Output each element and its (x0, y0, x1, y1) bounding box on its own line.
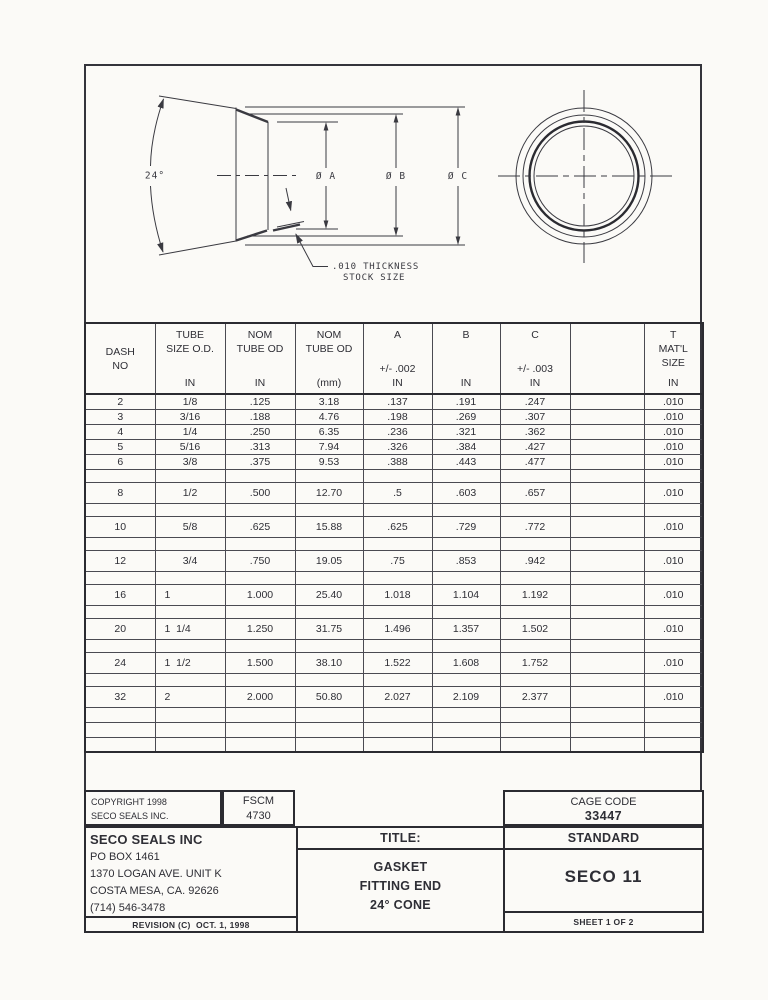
table-cell: .269 (432, 409, 500, 424)
column-header: T MAT'L SIZE IN (644, 323, 703, 394)
table-cell: .443 (432, 454, 500, 469)
table-cell: .010 (644, 424, 703, 439)
table-cell (644, 503, 703, 516)
table-cell: .010 (644, 584, 703, 605)
column-header: B IN (432, 323, 500, 394)
table-row (85, 737, 703, 752)
table-cell: 1.357 (432, 618, 500, 639)
table-cell (500, 722, 570, 737)
table-cell (85, 639, 155, 652)
table-cell: 5 (85, 439, 155, 454)
table-cell (570, 722, 644, 737)
table-cell (432, 722, 500, 737)
table-row (85, 618, 703, 639)
table-cell: 5/8 (155, 516, 225, 537)
table-cell: 1.018 (363, 584, 432, 605)
table-cell (570, 424, 644, 439)
table-cell: 6 (85, 454, 155, 469)
table-cell (644, 737, 703, 752)
table-cell (570, 737, 644, 752)
cone-side-view (151, 96, 469, 267)
address-line: 1370 LOGAN AVE. UNIT K (90, 868, 222, 880)
column-header: DASH NO (85, 323, 155, 394)
table-cell: .010 (644, 394, 703, 409)
table-cell (363, 737, 432, 752)
table-cell (85, 673, 155, 686)
table-row (85, 394, 703, 409)
table-cell: 1.608 (432, 652, 500, 673)
table-cell: 1 1/4 (155, 618, 225, 639)
table-cell: 32 (85, 686, 155, 707)
table-cell: 1.502 (500, 618, 570, 639)
table-cell: .729 (432, 516, 500, 537)
copyright-box (84, 790, 222, 826)
table-cell (644, 722, 703, 737)
table-cell (85, 722, 155, 737)
table-cell (570, 503, 644, 516)
table-cell: .137 (363, 394, 432, 409)
table-cell (225, 605, 295, 618)
table-header-row (85, 323, 703, 394)
table-cell (155, 673, 225, 686)
table-cell: 1.104 (432, 584, 500, 605)
fscm-value: 4730 (246, 810, 271, 822)
table-cell: .307 (500, 409, 570, 424)
copyright-line1: COPYRIGHT 1998 (91, 797, 167, 807)
table-row (85, 673, 703, 686)
column-header: A +/- .002 IN (363, 323, 432, 394)
table-row (85, 469, 703, 482)
thickness-note-line2: STOCK SIZE (343, 273, 406, 283)
table-cell (432, 571, 500, 584)
column-header: TUBE SIZE O.D. IN (155, 323, 225, 394)
table-cell (363, 537, 432, 550)
column-header (570, 323, 644, 394)
table-cell (570, 409, 644, 424)
table-cell (432, 503, 500, 516)
table-cell: 50.80 (295, 686, 363, 707)
table-cell: 1/2 (155, 482, 225, 503)
table-cell: .010 (644, 686, 703, 707)
drawing-title-line: GASKET (373, 860, 428, 874)
copyright-line2: SECO SEALS INC. (91, 811, 169, 821)
table-cell: .657 (500, 482, 570, 503)
company-name: SECO SEALS INC (90, 832, 203, 847)
table-cell: .010 (644, 439, 703, 454)
table-cell: .010 (644, 482, 703, 503)
table-row (85, 652, 703, 673)
table-cell: .603 (432, 482, 500, 503)
table-cell (225, 469, 295, 482)
table-row (85, 584, 703, 605)
table-cell (500, 673, 570, 686)
table-cell (363, 707, 432, 722)
table-cell: .198 (363, 409, 432, 424)
drawing-title-cell (296, 848, 505, 933)
table-cell: 5/16 (155, 439, 225, 454)
table-cell (570, 652, 644, 673)
table-cell: .625 (225, 516, 295, 537)
table-cell: .427 (500, 439, 570, 454)
company-address (86, 849, 296, 917)
table-cell: 8 (85, 482, 155, 503)
table-cell (85, 537, 155, 550)
title-label-cell: TITLE: (296, 826, 505, 850)
table-cell (500, 737, 570, 752)
table-cell (570, 469, 644, 482)
table-cell: 1.192 (500, 584, 570, 605)
table-cell (500, 571, 570, 584)
cage-code-label: CAGE CODE (570, 796, 637, 808)
table-cell (85, 503, 155, 516)
table-cell (432, 605, 500, 618)
table-cell (295, 571, 363, 584)
table-cell (225, 571, 295, 584)
table-cell: .191 (432, 394, 500, 409)
table-cell: 1 1/2 (155, 652, 225, 673)
table-cell: .010 (644, 409, 703, 424)
table-cell: 3/8 (155, 454, 225, 469)
table-cell (644, 469, 703, 482)
table-cell: .853 (432, 550, 500, 571)
table-cell: .477 (500, 454, 570, 469)
table-cell: 1 (155, 584, 225, 605)
table-cell (85, 469, 155, 482)
fscm-box (222, 790, 295, 826)
table-row (85, 605, 703, 618)
table-cell: 1.000 (225, 584, 295, 605)
table-row (85, 722, 703, 737)
table-cell: 3.18 (295, 394, 363, 409)
table-cell: 2.377 (500, 686, 570, 707)
table-cell (155, 537, 225, 550)
table-cell: 1.500 (225, 652, 295, 673)
table-cell (363, 605, 432, 618)
table-row (85, 550, 703, 571)
document-number: SECO 11 (564, 866, 643, 886)
table-cell (225, 673, 295, 686)
revision-cell: REVISION (C) OCT. 1, 1998 (84, 916, 298, 933)
table-cell: 2.000 (225, 686, 295, 707)
table-cell: 24 (85, 652, 155, 673)
table-cell (644, 707, 703, 722)
table-cell: 3/16 (155, 409, 225, 424)
table-cell (644, 537, 703, 550)
table-cell: .010 (644, 652, 703, 673)
table-cell (570, 482, 644, 503)
table-cell (500, 707, 570, 722)
table-cell: 1.522 (363, 652, 432, 673)
dim-label-a: Ø A (315, 171, 337, 182)
table-cell (295, 503, 363, 516)
table-cell: .236 (363, 424, 432, 439)
table-cell (155, 737, 225, 752)
table-cell: 19.05 (295, 550, 363, 571)
table-row (85, 454, 703, 469)
table-cell (570, 439, 644, 454)
table-cell: 20 (85, 618, 155, 639)
technical-drawing (86, 66, 700, 322)
table-cell (570, 618, 644, 639)
table-row (85, 571, 703, 584)
table-row (85, 639, 703, 652)
gasket-front-view (498, 90, 672, 263)
table-row (85, 503, 703, 516)
table-cell (85, 737, 155, 752)
table-cell (363, 673, 432, 686)
table-cell (570, 673, 644, 686)
address-line: (714) 546-3478 (90, 902, 166, 914)
table-cell: .500 (225, 482, 295, 503)
drawing-title-line: FITTING END (359, 879, 442, 893)
table-cell (432, 537, 500, 550)
table-cell (500, 639, 570, 652)
table-body (85, 394, 703, 752)
table-cell: 16 (85, 584, 155, 605)
table-cell (225, 737, 295, 752)
table-cell (225, 639, 295, 652)
table-cell (155, 722, 225, 737)
table-cell: 3/4 (155, 550, 225, 571)
table-cell (644, 571, 703, 584)
table-cell: .75 (363, 550, 432, 571)
table-cell: .942 (500, 550, 570, 571)
table-cell (432, 737, 500, 752)
table-cell (85, 571, 155, 584)
table-cell (363, 639, 432, 652)
table-cell: 25.40 (295, 584, 363, 605)
table-cell: 1.496 (363, 618, 432, 639)
table-row (85, 537, 703, 550)
table-cell: 31.75 (295, 618, 363, 639)
table-cell: 2 (155, 686, 225, 707)
table-row (85, 686, 703, 707)
table-row (85, 707, 703, 722)
table-cell (500, 537, 570, 550)
dim-label-b: Ø B (385, 171, 407, 182)
sheet-number-cell: SHEET 1 OF 2 (503, 911, 704, 933)
table-cell: 3 (85, 409, 155, 424)
table-cell (500, 469, 570, 482)
table-cell (570, 516, 644, 537)
drawing-frame (84, 64, 702, 933)
table-cell (363, 571, 432, 584)
table-cell: .010 (644, 550, 703, 571)
table-cell: .772 (500, 516, 570, 537)
table-cell (155, 469, 225, 482)
table-cell (432, 469, 500, 482)
table-cell (295, 722, 363, 737)
table-cell (570, 537, 644, 550)
table-cell: 1/4 (155, 424, 225, 439)
table-cell: 1/8 (155, 394, 225, 409)
table-cell (570, 707, 644, 722)
table-cell: .625 (363, 516, 432, 537)
table-cell: .384 (432, 439, 500, 454)
table-cell (363, 503, 432, 516)
table-cell (225, 503, 295, 516)
table-cell: 12 (85, 550, 155, 571)
drawing-title-line: 24° CONE (370, 898, 431, 912)
table-row (85, 439, 703, 454)
table-cell (570, 454, 644, 469)
table-cell (570, 605, 644, 618)
table-cell (500, 605, 570, 618)
table-row (85, 516, 703, 537)
table-cell (644, 673, 703, 686)
table-cell: .125 (225, 394, 295, 409)
address-line: PO BOX 1461 (90, 851, 160, 863)
table-cell (295, 537, 363, 550)
table-cell (225, 537, 295, 550)
document-number-cell (503, 848, 704, 913)
table-cell (363, 722, 432, 737)
table-cell (432, 639, 500, 652)
column-header: NOM TUBE OD (mm) (295, 323, 363, 394)
table-cell (155, 605, 225, 618)
table-cell (295, 737, 363, 752)
table-cell: 9.53 (295, 454, 363, 469)
table-cell: 6.35 (295, 424, 363, 439)
table-row (85, 409, 703, 424)
cage-code-box (503, 790, 704, 826)
table-cell: .010 (644, 454, 703, 469)
table-cell: .188 (225, 409, 295, 424)
table-cell (155, 571, 225, 584)
table-cell: 2.027 (363, 686, 432, 707)
table-cell (85, 707, 155, 722)
table-cell: .250 (225, 424, 295, 439)
address-line: COSTA MESA, CA. 92626 (90, 885, 219, 897)
table-cell: 12.70 (295, 482, 363, 503)
column-header: C +/- .003 IN (500, 323, 570, 394)
table-cell: 1.752 (500, 652, 570, 673)
angle-dimension-label: 24° (144, 170, 166, 182)
table-cell: 7.94 (295, 439, 363, 454)
table-row (85, 482, 703, 503)
table-cell: .750 (225, 550, 295, 571)
table-cell: .010 (644, 516, 703, 537)
table-cell: .010 (644, 618, 703, 639)
table-cell: .362 (500, 424, 570, 439)
spec-table (84, 322, 704, 753)
table-cell: .388 (363, 454, 432, 469)
table-cell (225, 722, 295, 737)
table-cell: 2 (85, 394, 155, 409)
table-cell: 4.76 (295, 409, 363, 424)
table-cell: 4 (85, 424, 155, 439)
table-cell: .326 (363, 439, 432, 454)
table-cell: 1.250 (225, 618, 295, 639)
table-cell (85, 605, 155, 618)
table-cell (570, 571, 644, 584)
table-cell: 15.88 (295, 516, 363, 537)
table-cell: 2.109 (432, 686, 500, 707)
table-cell (295, 639, 363, 652)
table-cell: .375 (225, 454, 295, 469)
table-cell (363, 469, 432, 482)
standard-cell: STANDARD (503, 826, 704, 850)
table-cell: 38.10 (295, 652, 363, 673)
cage-code-value: 33447 (584, 809, 623, 823)
dim-label-c: Ø C (447, 171, 469, 182)
table-cell (500, 503, 570, 516)
table-cell (570, 584, 644, 605)
table-cell (295, 707, 363, 722)
table-cell (155, 503, 225, 516)
table-cell (295, 469, 363, 482)
thickness-note-line1: .010 THICKNESS (332, 262, 420, 272)
table-cell (570, 639, 644, 652)
column-header: NOM TUBE OD IN (225, 323, 295, 394)
table-cell (570, 550, 644, 571)
table-cell: .313 (225, 439, 295, 454)
table-cell (432, 673, 500, 686)
fscm-label: FSCM (242, 795, 275, 807)
table-cell (570, 686, 644, 707)
table-cell (155, 707, 225, 722)
table-cell: .247 (500, 394, 570, 409)
table-cell: .5 (363, 482, 432, 503)
table-cell (295, 673, 363, 686)
table-cell: 10 (85, 516, 155, 537)
table-cell (295, 605, 363, 618)
table-row (85, 424, 703, 439)
table-cell (644, 639, 703, 652)
table-cell (155, 639, 225, 652)
table-cell (225, 707, 295, 722)
table-cell (570, 394, 644, 409)
table-cell (644, 605, 703, 618)
table-cell (432, 707, 500, 722)
table-cell: .321 (432, 424, 500, 439)
